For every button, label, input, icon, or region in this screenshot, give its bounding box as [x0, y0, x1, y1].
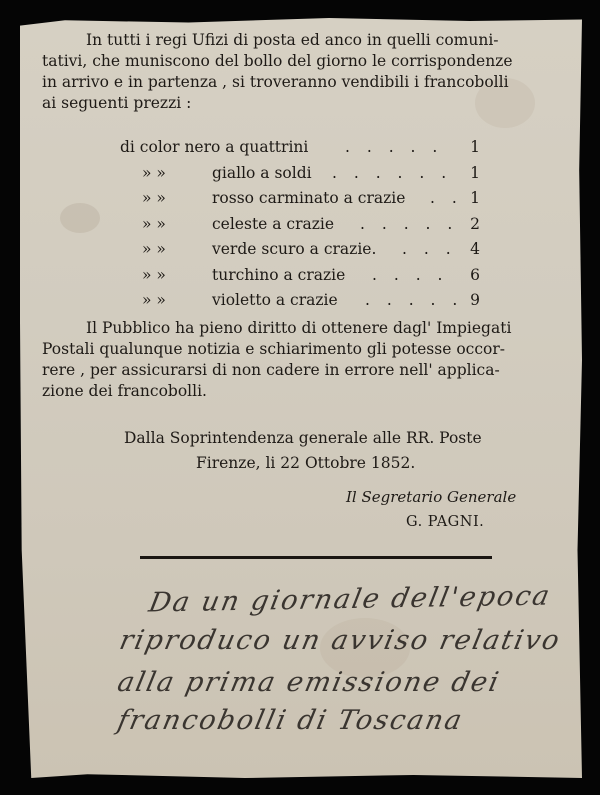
price-dots: . . . . . . — [332, 163, 453, 182]
issuer-line: Dalla Soprintendenza generale alle RR. Poste — [124, 429, 482, 447]
price-row — [120, 240, 480, 266]
signature-title: Il Segretario Generale — [346, 488, 517, 506]
price-row — [120, 215, 480, 241]
handwritten-line: francobolli di Toscana — [114, 705, 467, 736]
body-line: Postali qualunque notizia e schiarimento gli potesse occor- — [42, 340, 505, 358]
price-desc: di color nero a quattrini — [120, 138, 309, 156]
price-value: 6 — [470, 265, 480, 284]
intro-line: in arrivo e in partenza , si troveranno vendibili i francobolli — [42, 73, 509, 91]
ditto-marks: » » — [142, 163, 166, 182]
intro-line: In tutti i regi Ufizi di posta ed anco in quelli comuni- — [86, 31, 499, 49]
body-line: Il Pubblico ha pieno diritto di ottenere dagl' Impiegati — [86, 319, 512, 337]
ditto-marks: » » — [142, 291, 166, 309]
price-row — [120, 189, 480, 215]
price-dots: . . . . . — [345, 138, 444, 156]
date-line: Firenze, li 22 Ottobre 1852. — [196, 454, 416, 472]
price-row — [120, 266, 480, 292]
price-desc: celeste a crazie — [212, 214, 335, 233]
signature-name: G. PAGNI. — [406, 514, 485, 530]
ditto-marks: » » — [142, 189, 166, 207]
ditto-marks: » » — [142, 265, 166, 284]
handwritten-line: Da un giornale dell'epoca — [146, 580, 554, 619]
handwritten-line: riproduco un avviso relativo — [116, 625, 564, 656]
handwritten-line: alla prima emissione dei — [114, 667, 504, 698]
paper-stain — [60, 203, 100, 233]
price-value: 4 — [470, 240, 480, 258]
price-desc: violetto a crazie — [212, 291, 338, 309]
intro-paragraph — [42, 30, 552, 114]
price-value: 1 — [470, 189, 480, 207]
ditto-marks: » » — [142, 240, 166, 258]
price-list — [120, 138, 480, 317]
public-rights-paragraph — [42, 318, 511, 402]
intro-line: tativi, che muniscono del bollo del giorno le corrispondenze — [42, 52, 513, 70]
price-desc: verde scuro a crazie. — [212, 240, 377, 258]
price-value: 1 — [470, 138, 480, 156]
price-value: 9 — [470, 291, 480, 309]
body-line: zione dei francobolli. — [42, 382, 207, 400]
price-desc: giallo a soldi — [212, 163, 312, 182]
price-dots: . . . . — [372, 265, 449, 284]
price-row — [120, 164, 480, 190]
price-dots: . . . — [402, 240, 457, 258]
price-value: 1 — [470, 163, 480, 182]
price-value: 2 — [470, 214, 480, 233]
body-line: rere , per assicurarsi di non cadere in errore nell' applica- — [42, 361, 500, 379]
price-desc: turchino a crazie — [212, 265, 346, 284]
intro-line: ai seguenti prezzi : — [42, 94, 192, 112]
divider-rule — [140, 556, 492, 559]
price-desc: rosso carminato a crazie — [212, 189, 406, 207]
price-dots: . . . . . — [365, 291, 464, 309]
ditto-marks: » » — [142, 214, 166, 233]
price-dots: . . — [430, 189, 463, 207]
price-row — [120, 138, 480, 164]
price-row — [120, 291, 480, 317]
price-dots: . . . . . — [360, 214, 459, 233]
